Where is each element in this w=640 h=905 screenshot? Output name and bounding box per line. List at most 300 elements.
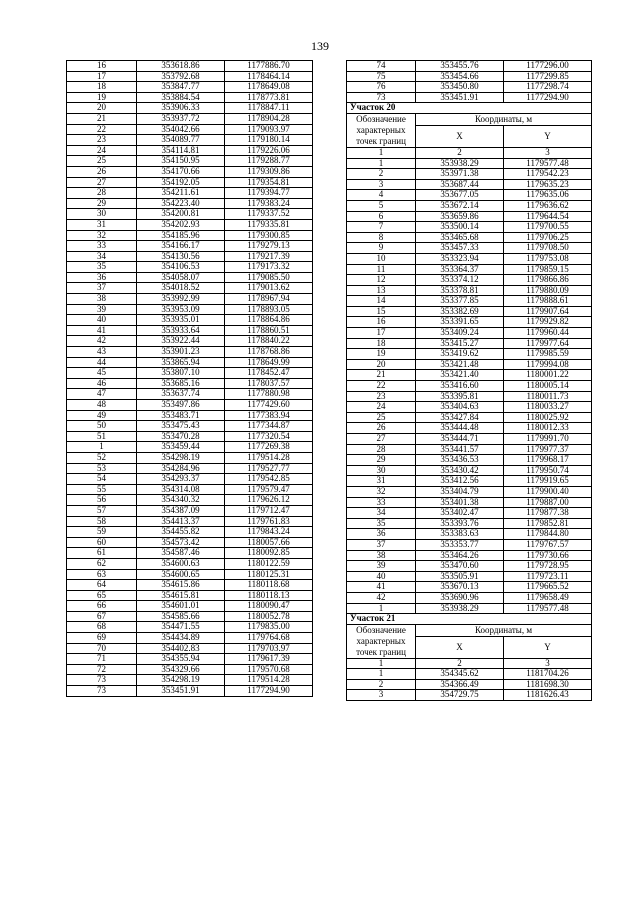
table-row [67, 495, 313, 506]
coordinate-y: 1178773.81 [225, 92, 313, 103]
coordinate-x: 354200.81 [137, 209, 225, 220]
coordinate-x: 354329.66 [137, 664, 225, 675]
coordinate-x: 353421.48 [416, 359, 504, 370]
coordinate-y: 1179635.06 [504, 190, 592, 201]
coordinate-x: 353847.77 [137, 82, 225, 93]
coordinate-x: 353906.33 [137, 103, 225, 114]
point-number: 55 [67, 484, 137, 495]
table-row [67, 71, 313, 82]
coordinate-x: 353382.69 [416, 306, 504, 317]
table-row [347, 434, 592, 445]
coordinate-x: 353383.63 [416, 529, 504, 540]
coordinate-x: 353451.91 [416, 92, 504, 103]
coordinate-y: 1177269.38 [225, 442, 313, 453]
coordinate-y: 1179617.39 [225, 654, 313, 665]
table-row [67, 410, 313, 421]
coordinate-x: 354587.46 [137, 548, 225, 559]
point-number: 47 [67, 389, 137, 400]
coordinate-x: 353419.62 [416, 349, 504, 360]
section-title-row [347, 614, 592, 625]
points-designation-header: Обозначение характерных точек границ [347, 624, 416, 658]
point-number: 29 [347, 455, 416, 466]
coordinate-y: 1177298.74 [504, 82, 592, 93]
table-row [347, 539, 592, 550]
section-title: Участок 21 [347, 614, 592, 625]
coordinate-x: 353938.29 [416, 603, 504, 614]
coordinate-x: 354130.56 [137, 251, 225, 262]
coordinate-x: 353409.24 [416, 328, 504, 339]
coordinate-y: 1177320.54 [225, 431, 313, 442]
coordinate-y: 1179708.50 [504, 243, 592, 254]
point-number: 39 [347, 561, 416, 572]
coordinate-x: 353922.44 [137, 336, 225, 347]
table-row [67, 431, 313, 442]
coordinate-x: 354471.55 [137, 622, 225, 633]
point-number: 11 [347, 264, 416, 275]
point-number: 46 [67, 378, 137, 389]
point-number: 22 [347, 381, 416, 392]
point-number: 65 [67, 590, 137, 601]
table-row [67, 675, 313, 686]
coordinate-x: 354114.81 [137, 145, 225, 156]
column-number: 2 [416, 658, 504, 669]
coordinate-x: 353436.53 [416, 455, 504, 466]
point-number: 32 [67, 230, 137, 241]
table-row [347, 592, 592, 603]
coordinate-x: 353455.76 [416, 61, 504, 72]
coordinate-y: 1179577.48 [504, 603, 592, 614]
coordinate-x: 354192.05 [137, 177, 225, 188]
point-number: 1 [347, 603, 416, 614]
point-number: 20 [347, 359, 416, 370]
table-row [67, 590, 313, 601]
point-number: 25 [347, 412, 416, 423]
point-number: 34 [67, 251, 137, 262]
coordinate-y: 1177299.85 [504, 71, 592, 82]
coordinate-y: 1179994.08 [504, 359, 592, 370]
point-number: 18 [67, 82, 137, 93]
point-number: 27 [347, 434, 416, 445]
point-number: 16 [347, 317, 416, 328]
table-row [347, 455, 592, 466]
point-number: 30 [347, 465, 416, 476]
table-row [347, 190, 592, 201]
point-number: 1 [347, 158, 416, 169]
coordinate-y: 1180090.47 [225, 601, 313, 612]
point-number: 1 [67, 442, 137, 453]
coordinate-y: 1178464.14 [225, 71, 313, 82]
point-number: 59 [67, 527, 137, 538]
column-number: 1 [347, 147, 416, 158]
coordinate-y: 1178452.47 [225, 368, 313, 379]
coordinate-y: 1179309.86 [225, 166, 313, 177]
table-row [67, 686, 313, 697]
table-row [67, 505, 313, 516]
table-row [67, 463, 313, 474]
section-title: Участок 20 [347, 103, 592, 114]
x-axis-header: X [416, 126, 504, 148]
coordinate-y: 1181626.43 [504, 690, 592, 701]
coordinate-y: 1179706.25 [504, 232, 592, 243]
coordinate-y: 1179712.47 [225, 505, 313, 516]
point-number: 24 [67, 145, 137, 156]
point-number: 39 [67, 304, 137, 315]
coordinate-y: 1179977.64 [504, 338, 592, 349]
point-number: 60 [67, 537, 137, 548]
coordinate-y: 1179288.77 [225, 156, 313, 167]
coordinate-y: 1179542.85 [225, 474, 313, 485]
coordinate-y: 1180011.73 [504, 391, 592, 402]
coordinate-x: 353444.48 [416, 423, 504, 434]
coordinate-y: 1179013.62 [225, 283, 313, 294]
point-number: 54 [67, 474, 137, 485]
coordinate-x: 354293.37 [137, 474, 225, 485]
coordinate-y: 1179991.70 [504, 434, 592, 445]
table-row [347, 338, 592, 349]
point-number: 57 [67, 505, 137, 516]
point-number: 34 [347, 508, 416, 519]
point-number: 26 [347, 423, 416, 434]
header-row [347, 624, 592, 636]
point-number: 21 [67, 113, 137, 124]
table-row [67, 421, 313, 432]
table-row [347, 391, 592, 402]
table-row [67, 601, 313, 612]
point-number: 25 [67, 156, 137, 167]
point-number: 33 [67, 241, 137, 252]
coordinate-y: 1178768.86 [225, 347, 313, 358]
coordinate-x: 354211.61 [137, 188, 225, 199]
table-row [67, 664, 313, 675]
coordinate-y: 1179950.74 [504, 465, 592, 476]
coordinate-x: 353677.05 [416, 190, 504, 201]
table-row [347, 232, 592, 243]
table-row [67, 124, 313, 135]
coordinate-x: 353505.91 [416, 571, 504, 582]
coordinate-y: 1179394.77 [225, 188, 313, 199]
coordinate-x: 353933.64 [137, 325, 225, 336]
table-row [347, 200, 592, 211]
table-row [67, 611, 313, 622]
coordinate-y: 1180125.31 [225, 569, 313, 580]
point-number: 31 [347, 476, 416, 487]
table-row [347, 158, 592, 169]
point-number: 75 [347, 71, 416, 82]
point-number: 48 [67, 400, 137, 411]
coordinate-x: 354600.65 [137, 569, 225, 580]
table-row [347, 306, 592, 317]
coordinate-y: 1179383.24 [225, 198, 313, 209]
coordinate-y: 1179960.44 [504, 328, 592, 339]
coordinate-x: 353430.42 [416, 465, 504, 476]
point-number: 56 [67, 495, 137, 506]
table-row [347, 381, 592, 392]
point-number: 69 [67, 633, 137, 644]
coordinate-y: 1177296.00 [504, 61, 592, 72]
table-row [67, 230, 313, 241]
coordinate-x: 354018.52 [137, 283, 225, 294]
point-number: 72 [67, 664, 137, 675]
point-number: 27 [67, 177, 137, 188]
point-number: 14 [347, 296, 416, 307]
coordinate-y: 1178840.22 [225, 336, 313, 347]
coordinate-y: 1179226.06 [225, 145, 313, 156]
coordinate-x: 354298.19 [137, 675, 225, 686]
coordinate-y: 1179514.28 [225, 452, 313, 463]
coordinate-x: 354106.53 [137, 262, 225, 273]
coordinate-y: 1179577.48 [504, 158, 592, 169]
point-number: 73 [67, 675, 137, 686]
point-number: 16 [67, 61, 137, 72]
coordinate-y: 1179728.95 [504, 561, 592, 572]
coordinate-y: 1178864.86 [225, 315, 313, 326]
table-row [347, 92, 592, 103]
coordinate-x: 353374.12 [416, 275, 504, 286]
table-row [67, 527, 313, 538]
coordinate-x: 354202.93 [137, 219, 225, 230]
coordinate-y: 1179764.68 [225, 633, 313, 644]
table-row [347, 497, 592, 508]
table-row [67, 400, 313, 411]
table-row [67, 113, 313, 124]
table-row [67, 304, 313, 315]
coordinate-y: 1177429.60 [225, 400, 313, 411]
coordinate-x: 353412.56 [416, 476, 504, 487]
table-row [67, 474, 313, 485]
coordinate-y: 1179730.66 [504, 550, 592, 561]
point-number: 67 [67, 611, 137, 622]
coordinate-x: 354387.09 [137, 505, 225, 516]
coordinate-x: 354455.82 [137, 527, 225, 538]
coordinate-x: 354089.77 [137, 135, 225, 146]
table-row [67, 166, 313, 177]
coordinate-x: 354585.66 [137, 611, 225, 622]
coordinate-x: 354340.32 [137, 495, 225, 506]
point-number: 44 [67, 357, 137, 368]
coordinate-x: 353378.81 [416, 285, 504, 296]
table-row [347, 179, 592, 190]
coordinate-x: 354298.19 [137, 452, 225, 463]
table-row [67, 378, 313, 389]
coordinate-y: 1179844.80 [504, 529, 592, 540]
coordinate-x: 353792.68 [137, 71, 225, 82]
point-number: 53 [67, 463, 137, 474]
coordinate-x: 353465.68 [416, 232, 504, 243]
coordinate-y: 1179977.37 [504, 444, 592, 455]
table-row [347, 518, 592, 529]
coordinate-y: 1179527.77 [225, 463, 313, 474]
table-row [347, 402, 592, 413]
coordinate-x: 353402.47 [416, 508, 504, 519]
coordinate-x: 353457.33 [416, 243, 504, 254]
coordinate-y: 1178649.99 [225, 357, 313, 368]
point-number: 2 [347, 169, 416, 180]
column-number: 3 [504, 147, 592, 158]
column-number: 2 [416, 147, 504, 158]
point-number: 52 [67, 452, 137, 463]
column-number: 3 [504, 658, 592, 669]
point-number: 12 [347, 275, 416, 286]
point-number: 73 [67, 686, 137, 697]
point-number: 15 [347, 306, 416, 317]
point-number: 7 [347, 222, 416, 233]
table-row [347, 61, 592, 72]
table-row [67, 315, 313, 326]
coordinate-y: 1179626.12 [225, 495, 313, 506]
coordinate-y: 1179866.86 [504, 275, 592, 286]
point-number: 35 [347, 518, 416, 529]
coordinate-x: 353637.74 [137, 389, 225, 400]
coordinate-y: 1179859.15 [504, 264, 592, 275]
coordinate-x: 353416.60 [416, 381, 504, 392]
coordinate-x: 354058.07 [137, 272, 225, 283]
coordinate-y: 1179761.83 [225, 516, 313, 527]
table-row [67, 219, 313, 230]
point-number: 66 [67, 601, 137, 612]
coordinate-x: 353992.99 [137, 294, 225, 305]
point-number: 31 [67, 219, 137, 230]
coordinate-y: 1179700.55 [504, 222, 592, 233]
table-row [67, 654, 313, 665]
coordinate-x: 353464.26 [416, 550, 504, 561]
coordinate-x: 354185.96 [137, 230, 225, 241]
coordinate-y: 1179877.38 [504, 508, 592, 519]
coordinate-y: 1177294.90 [504, 92, 592, 103]
coordinate-x: 353404.63 [416, 402, 504, 413]
coordinate-x: 353427.84 [416, 412, 504, 423]
table-row [347, 508, 592, 519]
table-row [347, 412, 592, 423]
coordinate-y: 1179542.23 [504, 169, 592, 180]
point-number: 40 [67, 315, 137, 326]
coordinate-x: 354150.95 [137, 156, 225, 167]
table-row [347, 169, 592, 180]
table-row [347, 582, 592, 593]
coordinate-y: 1180052.78 [225, 611, 313, 622]
table-row [67, 622, 313, 633]
coordinate-y: 1179907.64 [504, 306, 592, 317]
coordinate-y: 1180118.13 [225, 590, 313, 601]
coordinate-y: 1179968.17 [504, 455, 592, 466]
table-row [67, 558, 313, 569]
point-number: 10 [347, 253, 416, 264]
point-number: 20 [67, 103, 137, 114]
point-number: 4 [347, 190, 416, 201]
point-number: 64 [67, 580, 137, 591]
coordinate-x: 353865.94 [137, 357, 225, 368]
x-axis-header: X [416, 637, 504, 659]
point-number: 3 [347, 179, 416, 190]
table-row [67, 336, 313, 347]
coordinate-y: 1177344.87 [225, 421, 313, 432]
coordinate-y: 1179900.40 [504, 486, 592, 497]
coordinate-x: 353450.80 [416, 82, 504, 93]
coordinate-y: 1177886.70 [225, 61, 313, 72]
table-row [347, 222, 592, 233]
point-number: 21 [347, 370, 416, 381]
point-number: 26 [67, 166, 137, 177]
coordinate-x: 353618.86 [137, 61, 225, 72]
column-number: 1 [347, 658, 416, 669]
table-row [347, 349, 592, 360]
coordinate-x: 354601.01 [137, 601, 225, 612]
table-row [67, 251, 313, 262]
coordinate-x: 354729.75 [416, 690, 504, 701]
point-number: 28 [347, 444, 416, 455]
coordinate-y: 1179703.97 [225, 643, 313, 654]
coordinate-y: 1177294.90 [225, 686, 313, 697]
point-number: 17 [347, 328, 416, 339]
point-number: 2 [347, 679, 416, 690]
point-number: 37 [67, 283, 137, 294]
point-number: 63 [67, 569, 137, 580]
point-number: 73 [347, 92, 416, 103]
point-number: 51 [67, 431, 137, 442]
point-number: 19 [67, 92, 137, 103]
table-row [67, 262, 313, 273]
coordinate-x: 354434.89 [137, 633, 225, 644]
point-number: 18 [347, 338, 416, 349]
point-number: 19 [347, 349, 416, 360]
table-row [67, 548, 313, 559]
coordinate-y: 1179337.52 [225, 209, 313, 220]
point-number: 49 [67, 410, 137, 421]
points-designation-header: Обозначение характерных точек границ [347, 113, 416, 147]
coordinate-x: 353470.28 [137, 431, 225, 442]
point-number: 24 [347, 402, 416, 413]
table-row [347, 370, 592, 381]
coordinate-x: 354042.66 [137, 124, 225, 135]
coordinate-y: 1179579.47 [225, 484, 313, 495]
coordinate-x: 354402.83 [137, 643, 225, 654]
coordinate-y: 1179843.24 [225, 527, 313, 538]
coordinate-x: 354366.49 [416, 679, 504, 690]
coordinate-x: 353672.14 [416, 200, 504, 211]
coordinate-y: 1180118.68 [225, 580, 313, 591]
table-row [67, 580, 313, 591]
coordinate-x: 353690.96 [416, 592, 504, 603]
table-row [67, 145, 313, 156]
coordinate-x: 353670.13 [416, 582, 504, 593]
coordinate-y: 1177880.98 [225, 389, 313, 400]
table-row [67, 357, 313, 368]
coordinate-x: 354314.08 [137, 484, 225, 495]
coordinate-y: 1179093.97 [225, 124, 313, 135]
table-row [347, 264, 592, 275]
table-row [347, 253, 592, 264]
table-row [347, 211, 592, 222]
coordinate-y: 1178649.08 [225, 82, 313, 93]
point-number: 35 [67, 262, 137, 273]
table-row [67, 92, 313, 103]
coordinate-x: 353935.01 [137, 315, 225, 326]
coordinate-x: 354223.40 [137, 198, 225, 209]
coordinate-y: 1179665.52 [504, 582, 592, 593]
point-number: 76 [347, 82, 416, 93]
coordinate-y: 1179919.65 [504, 476, 592, 487]
coordinate-y: 1179085.50 [225, 272, 313, 283]
point-number: 32 [347, 486, 416, 497]
coordinate-y: 1179880.09 [504, 285, 592, 296]
table-row [347, 669, 592, 680]
coordinate-y: 1178893.05 [225, 304, 313, 315]
coordinates-table-right [346, 60, 592, 701]
page-number: 139 [311, 39, 329, 53]
coordinate-x: 353454.66 [416, 71, 504, 82]
point-number: 29 [67, 198, 137, 209]
coordinate-x: 353937.72 [137, 113, 225, 124]
coordinate-y: 1179636.62 [504, 200, 592, 211]
